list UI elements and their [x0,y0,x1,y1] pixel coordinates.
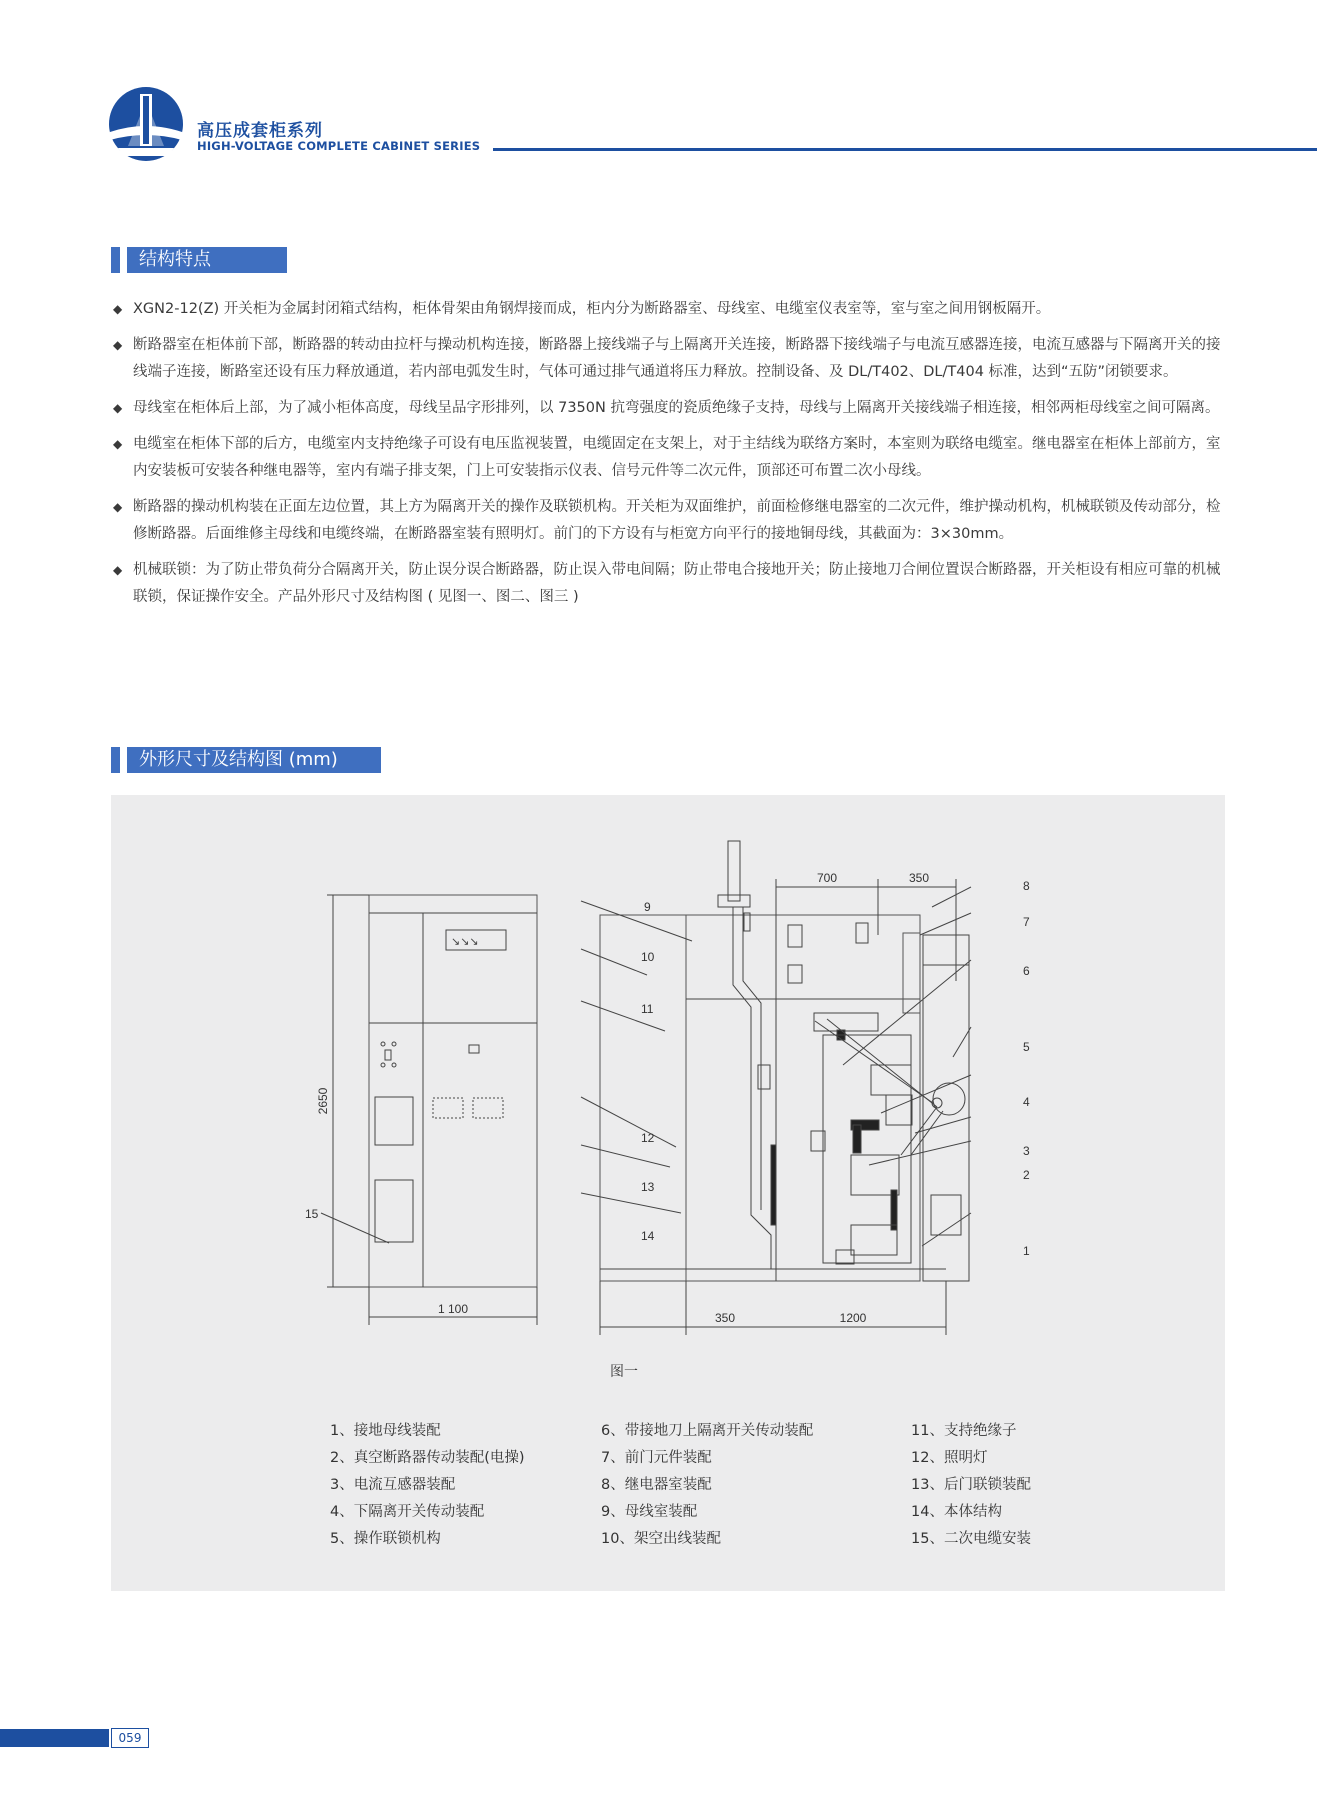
header-rule [493,148,1317,151]
series-title: 高压成套柜系列 [197,121,323,141]
side-bottom-dim-1200: 1200 [839,1311,867,1325]
diamond-bullet-icon: ◆ [113,338,123,352]
front-callout-15: 15 [305,1207,319,1221]
callout-13: 13 [641,1180,655,1194]
technical-drawing [111,795,1225,1355]
callout-10: 10 [641,950,655,964]
legend-item: 5、操作联锁机构 [330,1531,441,1547]
legend-item: 7、前门元件装配 [601,1450,712,1466]
front-width-dimension: 1 100 [437,1302,469,1316]
legend-item: 8、继电器室装配 [601,1477,712,1493]
legend-item: 6、带接地刀上隔离开关传动装配 [601,1423,814,1439]
legend-item: 3、电流互感器装配 [330,1477,456,1493]
callout-12: 12 [641,1131,655,1145]
feature-item: ◆ 断路器的操动机构装在正面左边位置，其上方为隔离开关的操作及联锁机构。开关柜为双面维护，前面检修继电器室的二次元件，维护操动机构，机械联锁及传动部分，检修断路器。后面维修主母线和电缆终端，在断路器室装有照明灯。前门的下方设有与柜宽方向平行的接地铜母线，其截面为：3×30mm。 [113,494,1229,548]
diamond-bullet-icon: ◆ [113,401,123,415]
callout-11: 11 [641,1002,654,1016]
legend-column [601,1418,813,1553]
legend-item: 11、支持绝缘子 [911,1423,1017,1439]
legend-item: 15、二次电缆安装 [911,1531,1031,1547]
side-top-dim-350: 350 [908,871,930,885]
diamond-bullet-icon: ◆ [113,302,123,316]
figure-caption: 图一 [610,1364,638,1380]
series-subtitle: HIGH-VOLTAGE COMPLETE CABINET SERIES [197,139,481,153]
feature-item: ◆ 母线室在柜体后上部，为了减小柜体高度，母线呈品字形排列，以 7350N 抗弯强度的瓷质绝缘子支持，母线与上隔离开关接线端子相连接，相邻两柜母线室之间可隔离。 [113,395,1229,422]
front-height-dimension: 2650 [316,1087,330,1115]
footer-bar [0,1729,109,1747]
diamond-bullet-icon: ◆ [113,563,123,577]
legend-item: 12、照明灯 [911,1450,988,1466]
side-view [581,841,971,1335]
page-number: 059 [111,1728,149,1748]
legend-item: 4、下隔离开关传动装配 [330,1504,485,1520]
svg-text:↘↘↘: ↘↘↘ [451,936,479,948]
feature-item: ◆ 断路器室在柜体前下部，断路器的转动由拉杆与操动机构连接，断路器上接线端子与上隔离开关连接，断路器下接线端子与电流互感器连接，电流互感器与下隔离开关的接线端子连接，断路室还设有压力释放通道，若内部电弧发生时，气体可通过排气通道将压力释放。控制设备、及 DL/T402、DL/T404 标准，达到“五防”闭锁要求。 [113,332,1229,386]
feature-list [113,296,1229,620]
callout-5: 5 [1023,1040,1030,1054]
feature-item: ◆ 电缆室在柜体下部的后方，电缆室内支持绝缘子可设有电压监视装置，电缆固定在支架上，对于主结线为联络方案时，本室则为联络电缆室。继电器室在柜体上部前方，室内安装板可安装各种继电器等，室内有端子排支架，门上可安装指示仪表、信号元件等二次元件，顶部还可布置二次小母线。 [113,431,1229,485]
legend-column [330,1418,525,1553]
legend-item: 9、母线室装配 [601,1504,698,1520]
callout-6: 6 [1023,964,1030,978]
side-top-dim-700: 700 [816,871,838,885]
callout-8: 8 [1023,879,1030,893]
callout-9: 9 [644,900,651,914]
legend-item: 1、接地母线装配 [330,1423,441,1439]
front-view [321,895,537,1325]
legend-item: 14、本体结构 [911,1504,1002,1520]
diamond-bullet-icon: ◆ [113,437,123,451]
legend-column [911,1418,1031,1553]
section-title-features: 结构特点 [127,247,287,273]
callout-2: 2 [1023,1168,1030,1182]
section-title-diagram: 外形尺寸及结构图 (mm) [127,747,381,773]
callout-1: 1 [1023,1244,1030,1258]
company-logo [108,86,184,162]
callout-7: 7 [1023,915,1030,929]
diamond-bullet-icon: ◆ [113,500,123,514]
callout-4: 4 [1023,1095,1030,1109]
callout-3: 3 [1023,1144,1030,1158]
legend-item: 13、后门联锁装配 [911,1477,1031,1493]
legend-item: 10、架空出线装配 [601,1531,721,1547]
side-bottom-dim-350: 350 [714,1311,736,1325]
callout-14: 14 [641,1229,655,1243]
feature-item: ◆ 机械联锁：为了防止带负荷分合隔离开关，防止误分误合断路器，防止误入带电间隔；防止带电合接地开关；防止接地刀合闸位置误合断路器，开关柜设有相应可靠的机械联锁，保证操作安全。产品外形尺寸及结构图 ( 见图一、图二、图三 ) [113,557,1229,611]
feature-item: ◆ XGN2-12(Z) 开关柜为金属封闭箱式结构，柜体骨架由角钢焊接而成，柜内分为断路器室、母线室、电缆室仪表室等，室与室之间用钢板隔开。 [113,296,1229,323]
legend-item: 2、真空断路器传动装配(电操) [330,1450,525,1466]
